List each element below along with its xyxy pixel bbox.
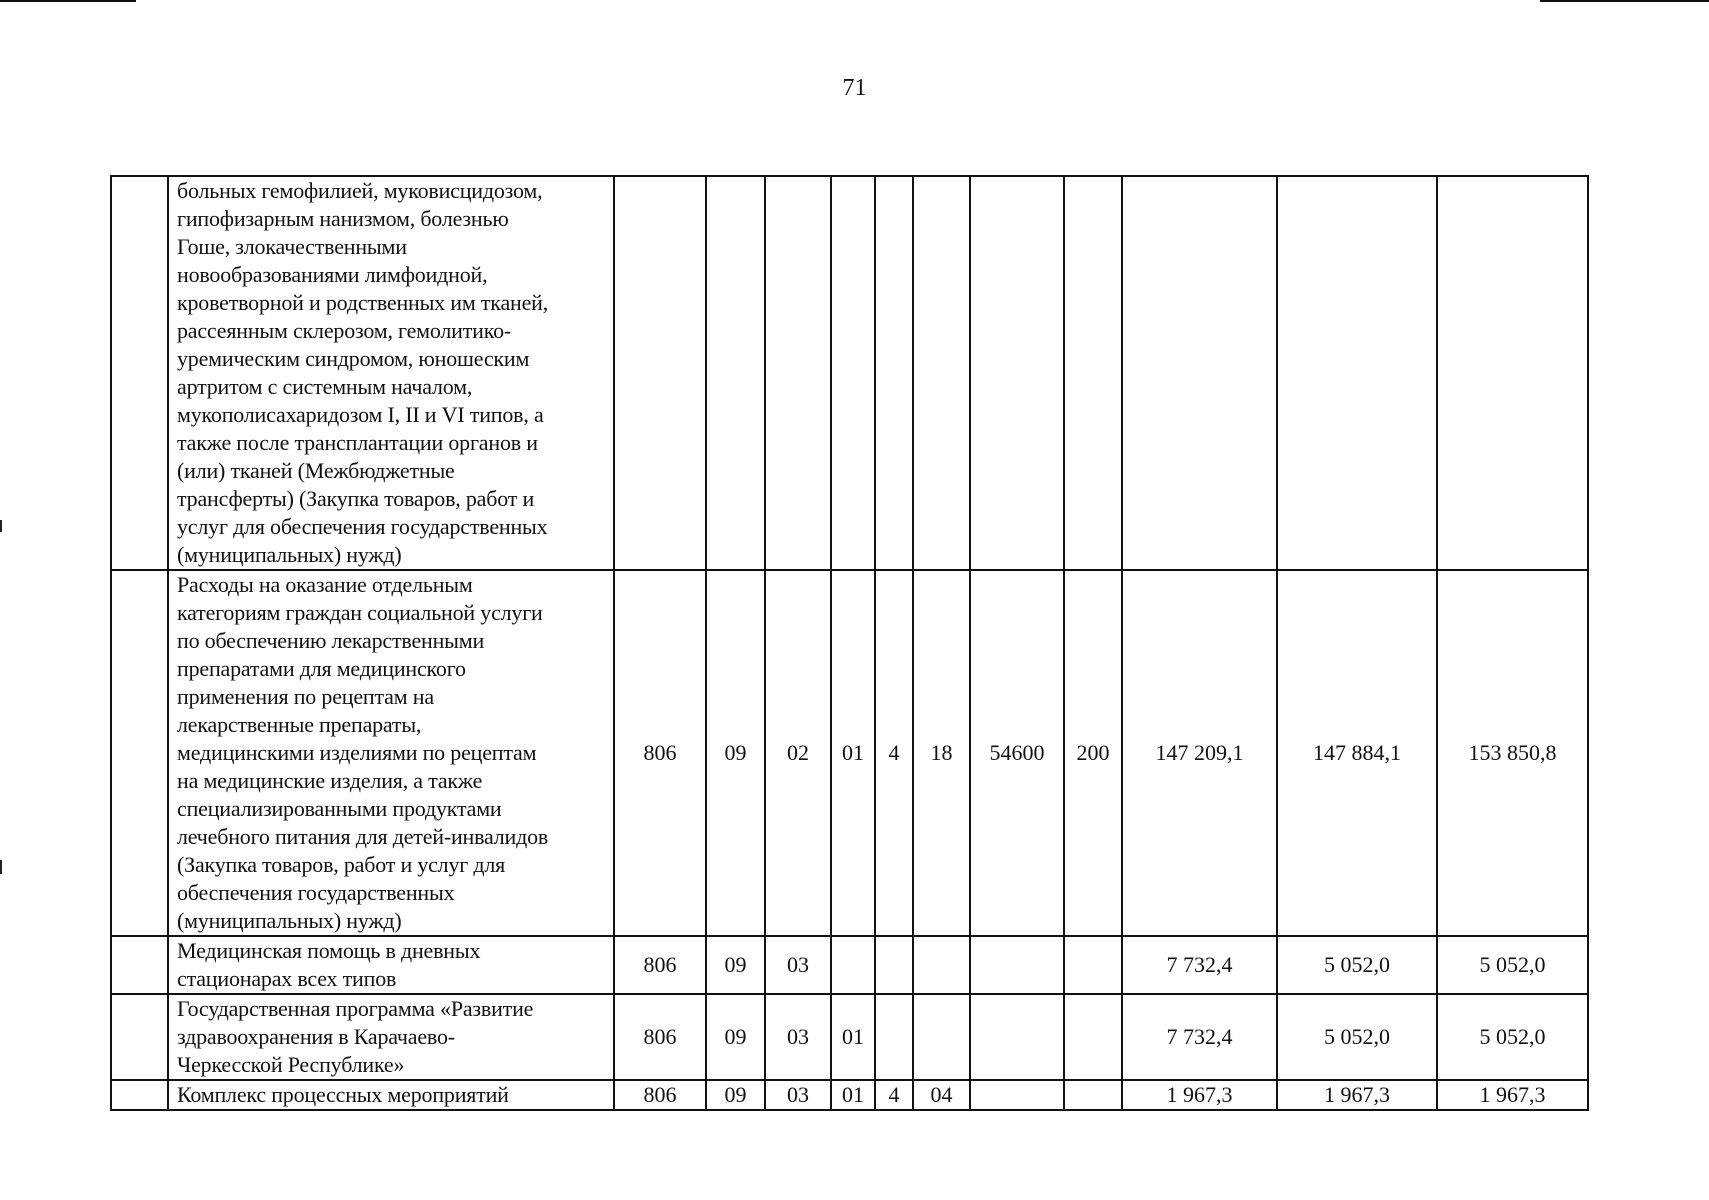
program-type-cell: [875, 176, 913, 570]
page-number: 71: [842, 75, 867, 101]
program-code-cell: 01: [831, 570, 875, 936]
description-line: лечебного питания для детей-инвалидов: [177, 824, 549, 849]
ministry-code-cell: 806: [614, 994, 706, 1080]
row-number-cell: [111, 936, 168, 994]
section-code-cell: 09: [706, 994, 765, 1080]
subprogram-code-cell: [913, 176, 970, 570]
description-line: мукополисахаридозом I, II и VI типов, а: [177, 402, 544, 427]
description-line: трансферты) (Закупка товаров, работ и: [177, 486, 535, 511]
description-line: (муниципальных) нужд): [177, 908, 402, 933]
amount-year2-cell: 1 967,3: [1277, 1080, 1437, 1110]
ministry-code-cell: [614, 176, 706, 570]
table-row: [111, 994, 1588, 1080]
expense-type-cell: [1064, 176, 1122, 570]
row-number-cell: [111, 1080, 168, 1110]
description-line: Гоше, злокачественными: [177, 234, 407, 259]
amount-year3-cell: 5 052,0: [1437, 994, 1588, 1080]
description-line: на медицинские изделия, а также: [177, 768, 483, 793]
row-number-cell: [111, 570, 168, 936]
program-code-cell: [831, 176, 875, 570]
program-code-cell: [831, 936, 875, 994]
program-code-cell: 01: [831, 1080, 875, 1110]
amount-year2-cell: 5 052,0: [1277, 994, 1437, 1080]
description-line: Черкесской Республике»: [177, 1052, 405, 1077]
amount-year3-cell: 153 850,8: [1437, 570, 1588, 936]
description-cell: [168, 994, 614, 1080]
subsection-code-cell: [765, 176, 831, 570]
amount-year2-cell: 147 884,1: [1277, 570, 1437, 936]
description-line: Комплекс процессных мероприятий: [177, 1082, 509, 1107]
program-code-cell: 01: [831, 994, 875, 1080]
amount-year1-cell: 7 732,4: [1122, 994, 1277, 1080]
description-line: Государственная программа «Развитие: [177, 996, 534, 1021]
amount-year3-cell: [1437, 176, 1588, 570]
description-line: уремическим синдромом, юношеским: [177, 346, 530, 371]
section-code-cell: 09: [706, 570, 765, 936]
program-type-cell: [875, 994, 913, 1080]
expense-type-cell: [1064, 1080, 1122, 1110]
ministry-code-cell: 806: [614, 1080, 706, 1110]
ministry-code-cell: 806: [614, 936, 706, 994]
subsection-code-cell: 03: [765, 936, 831, 994]
description-line: здравоохранения в Карачаево-: [177, 1024, 455, 1049]
description-line: стационарах всех типов: [177, 966, 397, 991]
scan-mark: [0, 520, 2, 532]
amount-year1-cell: 147 209,1: [1122, 570, 1277, 936]
description-cell: [168, 1080, 614, 1110]
amount-year3-cell: 1 967,3: [1437, 1080, 1588, 1110]
description-line: медицинскими изделиями по рецептам: [177, 740, 537, 765]
table-row: [111, 570, 1588, 936]
row-number-cell: [111, 176, 168, 570]
description-line: Медицинская помощь в дневных: [177, 938, 481, 963]
program-type-cell: [875, 936, 913, 994]
description-cell: [168, 936, 614, 994]
expense-direction-cell: [970, 176, 1064, 570]
amount-year3-cell: 5 052,0: [1437, 936, 1588, 994]
subprogram-code-cell: 04: [913, 1080, 970, 1110]
expense-direction-cell: 54600: [970, 570, 1064, 936]
description-line: кроветворной и родственных им тканей,: [177, 290, 549, 315]
subsection-code-cell: 03: [765, 994, 831, 1080]
scan-mark: [0, 860, 2, 874]
row-number-cell: [111, 994, 168, 1080]
amount-year1-cell: 7 732,4: [1122, 936, 1277, 994]
section-code-cell: 09: [706, 1080, 765, 1110]
description-line: специализированными продуктами: [177, 796, 502, 821]
description-line: артритом с системным началом,: [177, 374, 473, 399]
description-line: также после трансплантации органов и: [177, 430, 538, 455]
expense-type-cell: [1064, 994, 1122, 1080]
description-line: лекарственные препараты,: [177, 712, 422, 737]
top-left-rule: [0, 0, 136, 2]
section-code-cell: [706, 176, 765, 570]
program-type-cell: 4: [875, 1080, 913, 1110]
expense-direction-cell: [970, 936, 1064, 994]
top-right-rule: [1540, 0, 1709, 2]
expense-direction-cell: [970, 1080, 1064, 1110]
description-line: (муниципальных) нужд): [177, 542, 402, 567]
description-line: категориям граждан социальной услуги: [177, 600, 543, 625]
table-row: [111, 176, 1588, 570]
description-line: применения по рецептам на: [177, 684, 434, 709]
amount-year2-cell: 5 052,0: [1277, 936, 1437, 994]
description-line: рассеянным склерозом, гемолитико-: [177, 318, 512, 343]
description-cell: [168, 570, 614, 936]
section-code-cell: 09: [706, 936, 765, 994]
amount-year2-cell: [1277, 176, 1437, 570]
subprogram-code-cell: [913, 936, 970, 994]
subprogram-code-cell: [913, 994, 970, 1080]
description-line: препаратами для медицинского: [177, 656, 466, 681]
description-line: больных гемофилией, муковисцидозом,: [177, 178, 543, 203]
description-line: (Закупка товаров, работ и услуг для: [177, 852, 506, 877]
description-line: обеспечения государственных: [177, 880, 455, 905]
subsection-code-cell: 03: [765, 1080, 831, 1110]
ministry-code-cell: 806: [614, 570, 706, 936]
description-line: гипофизарным нанизмом, болезнью: [177, 206, 509, 231]
table-row: [111, 936, 1588, 994]
budget-table: [110, 175, 1589, 1111]
expense-type-cell: 200: [1064, 570, 1122, 936]
description-cell: [168, 176, 614, 570]
description-line: услуг для обеспечения государственных: [177, 514, 548, 539]
table-row: [111, 1080, 1588, 1110]
program-type-cell: 4: [875, 570, 913, 936]
description-line: новообразованиями лимфоидной,: [177, 262, 488, 287]
subsection-code-cell: 02: [765, 570, 831, 936]
amount-year1-cell: 1 967,3: [1122, 1080, 1277, 1110]
subprogram-code-cell: 18: [913, 570, 970, 936]
description-line: Расходы на оказание отдельным: [177, 572, 473, 597]
description-line: по обеспечению лекарственными: [177, 628, 485, 653]
expense-direction-cell: [970, 994, 1064, 1080]
expense-type-cell: [1064, 936, 1122, 994]
description-line: (или) тканей (Межбюджетные: [177, 458, 455, 483]
amount-year1-cell: [1122, 176, 1277, 570]
